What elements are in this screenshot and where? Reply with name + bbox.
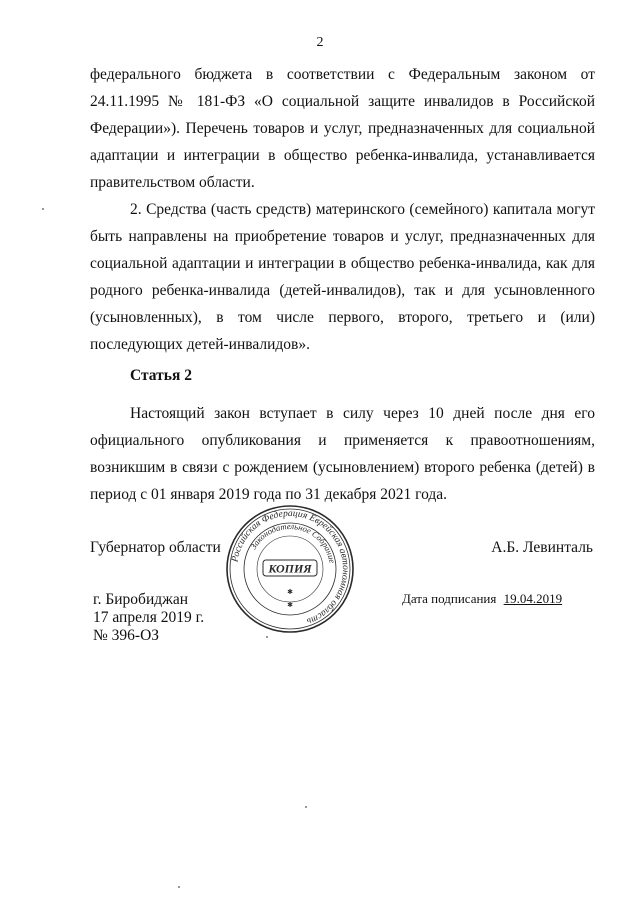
issuance-block — [93, 591, 204, 645]
signing-date-label: Дата подписания — [402, 591, 497, 606]
article-paragraph: Настоящий закон вступает в силу через 10 дней после дня его официального опубликования и применяется к правоотношениям, возникшим в связи с рождением (усыновлением) второго ребенка (детей) в период с 01 января 2019 года по 31 декабря 2021 года. — [90, 405, 595, 503]
article-body — [90, 400, 595, 508]
signatory-position: Губернатор области — [90, 539, 221, 556]
scan-speck — [305, 806, 307, 808]
issuance-date: 17 апреля 2019 г. — [93, 609, 205, 626]
seal-star-icon: ✱ — [287, 601, 293, 609]
scan-speck — [42, 208, 44, 210]
law-number: № 396-ОЗ — [93, 627, 160, 644]
scan-speck — [266, 636, 268, 638]
svg-text:Российская Федерация Еврейская: Российская Федерация Еврейская автономная область — [229, 507, 352, 628]
scan-speck — [178, 886, 180, 888]
svg-text:Законодательное Собрание: Законодательное Собрание — [248, 520, 338, 564]
official-seal-stamp — [225, 504, 355, 634]
signing-date-value: 19.04.2019 — [503, 591, 563, 606]
seal-star-icon: ✱ — [287, 588, 293, 596]
paragraph-continuation: федерального бюджета в соответствии с Федеральным законом от 24.11.1995 № 181-ФЗ «О социальной защите инвалидов в Российской Федерации»). Перечень товаров и услуг, предназначенных для социальной адаптации и интеграции в общество ребенка-инвалида, устанавливается правительством области. — [90, 66, 595, 191]
issuance-city: г. Биробиджан — [93, 591, 189, 608]
article-heading: Статья 2 — [130, 367, 192, 384]
paragraph-item-2: 2. Средства (часть средств) материнского (семейного) капитала могут быть направлены на приобретение товаров и услуг, предназначенных для социальной адаптации и интеграции в общество ребенка-инвалида, как для родного ребенка-инвалида (детей-инвалидов), так и для усыновленного (усыновленных), в том числе первого, второго, третьего и (или) последующих детей-инвалидов». — [90, 201, 595, 353]
signatory-name: А.Б. Левинталь — [491, 539, 593, 556]
document-body — [90, 61, 595, 358]
seal-center-label: КОПИЯ — [268, 561, 312, 576]
page-number: 2 — [316, 35, 324, 50]
signing-date — [402, 591, 562, 607]
